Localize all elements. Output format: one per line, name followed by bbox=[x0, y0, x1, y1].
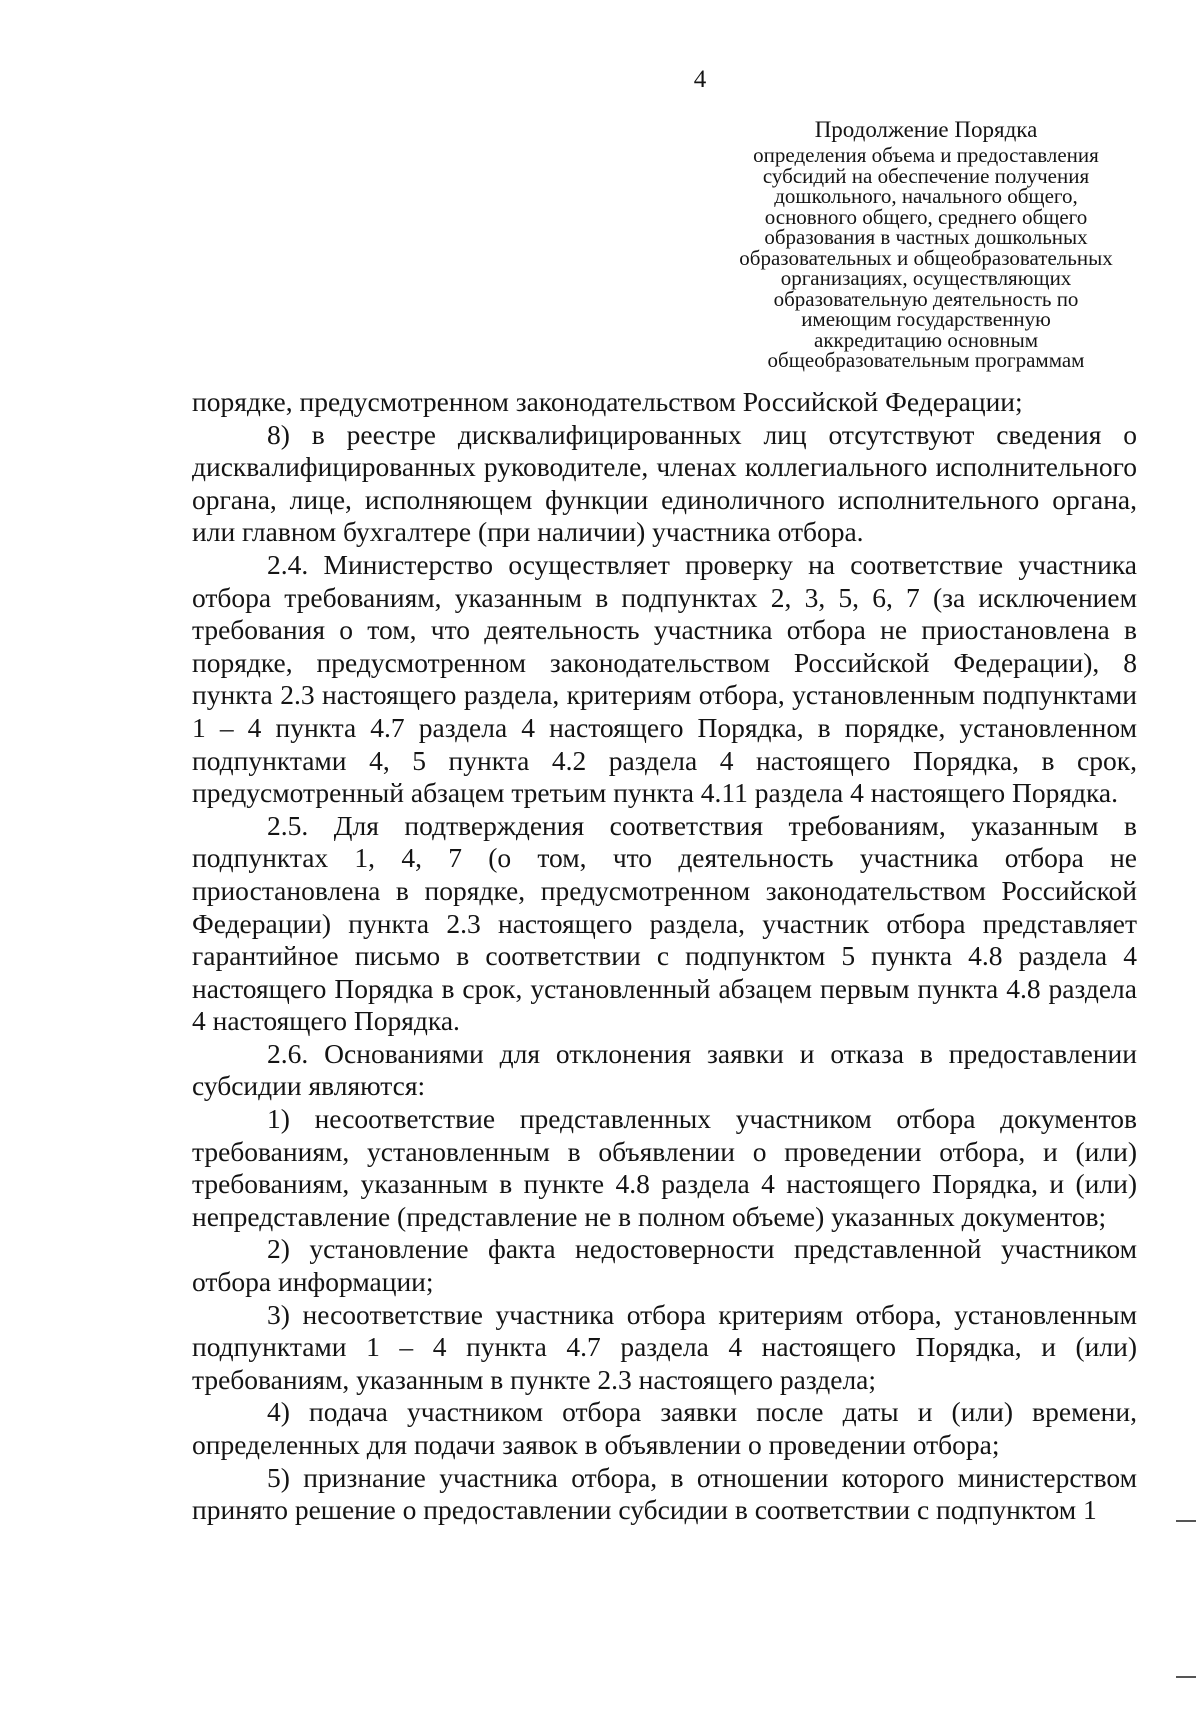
header-line: имеющим государственную bbox=[801, 307, 1051, 331]
header-line: основного общего, среднего общего bbox=[764, 204, 1088, 229]
header-line: образовательную деятельность по bbox=[773, 286, 1079, 311]
paragraph: 5) признание участника отбора, в отношении которого министерством принято решение о предоставлении субсидии в соответствии с подпунктом 1 bbox=[192, 1461, 1137, 1526]
paragraph: 1) несоответствие представленных участником отбора документов требованиям, установленным в объявлении о проведении отбора, и (или) требованиям, указанным в пункте 4.8 раздела 4 настоящего Порядка, и (или) непредставление (представление не в полном объеме) указанных документов; bbox=[192, 1103, 1137, 1232]
paragraph: 8) в реестре дисквалифицированных лиц отсутствуют сведения о дисквалифицированных руководителе, членах коллегиального исполнительного органа, лице, исполняющем функции единоличного исполнительного органа, или главном бухгалтере (при наличии) участника отбора. bbox=[192, 418, 1137, 548]
header-line: субсидий на обеспечение получения bbox=[762, 163, 1090, 188]
document-body bbox=[192, 386, 1137, 1527]
page-number: 4 bbox=[693, 66, 707, 93]
scan-margin-mark bbox=[1176, 1520, 1196, 1522]
paragraph: 2.5. Для подтверждения соответствия требованиям, указанным в подпунктах 1, 4, 7 (о том, что деятельность участника отбора не приостановлена в порядке, предусмотренном законодательством Российской Федерации) пункта 2.3 настоящего раздела, участник отбора представляет гарантийное письмо в соответствии с подпунктом 5 пункта 4.8 раздела 4 настоящего Порядка в срок, установленный абзацем первым пункта 4.8 раздела 4 настоящего Порядка. bbox=[192, 809, 1137, 1037]
document-header bbox=[716, 116, 1136, 371]
scan-margin-mark bbox=[1176, 1676, 1196, 1678]
header-title: Продолжение Порядка bbox=[814, 117, 1038, 142]
paragraph: порядке, предусмотренном законодательством Российской Федерации; bbox=[192, 386, 1023, 417]
paragraph: 2.4. Министерство осуществляет проверку на соответствие участника отбора требованиям, указанным в подпунктах 2, 3, 5, 6, 7 (за исключением требования о том, что деятельность участника отбора не приостановлена в порядке, предусмотренном законодательством Российской Федерации), 8 пункта 2.3 настоящего раздела, критериям отбора, установленным подпунктами 1 – 4 пункта 4.7 раздела 4 настоящего Порядка, в порядке, установленном подпунктами 4, 5 пункта 4.2 раздела 4 настоящего Порядка, в срок, предусмотренный абзацем третьим пункта 4.11 раздела 4 настоящего Порядка. bbox=[192, 548, 1137, 809]
header-line: образования в частных дошкольных bbox=[764, 225, 1088, 249]
header-line: организациях, осуществляющих bbox=[780, 266, 1072, 290]
paragraph: 2.6. Основаниями для отклонения заявки и отказа в предоставлении субсидии являются: bbox=[192, 1037, 1137, 1102]
paragraph: 2) установление факта недостоверности представленной участником отбора информации; bbox=[192, 1233, 1137, 1298]
header-line: определения объема и предоставления bbox=[753, 143, 1099, 167]
paragraph: 4) подача участником отбора заявки после даты и (или) времени, определенных для подачи заявок в объявлении о проведении отбора; bbox=[192, 1396, 1137, 1460]
header-line: дошкольного, начального общего, bbox=[774, 184, 1078, 208]
header-line: общеобразовательным программам bbox=[767, 348, 1085, 372]
paragraph: 3) несоответствие участника отбора критериям отбора, установленным подпунктами 1 – 4 пункта 4.7 раздела 4 настоящего Порядка, и (или) требованиям, указанным в пункте 2.3 настоящего раздела; bbox=[192, 1298, 1137, 1395]
header-line: образовательных и общеобразовательных bbox=[739, 245, 1113, 270]
header-line: аккредитацию основным bbox=[814, 327, 1038, 352]
